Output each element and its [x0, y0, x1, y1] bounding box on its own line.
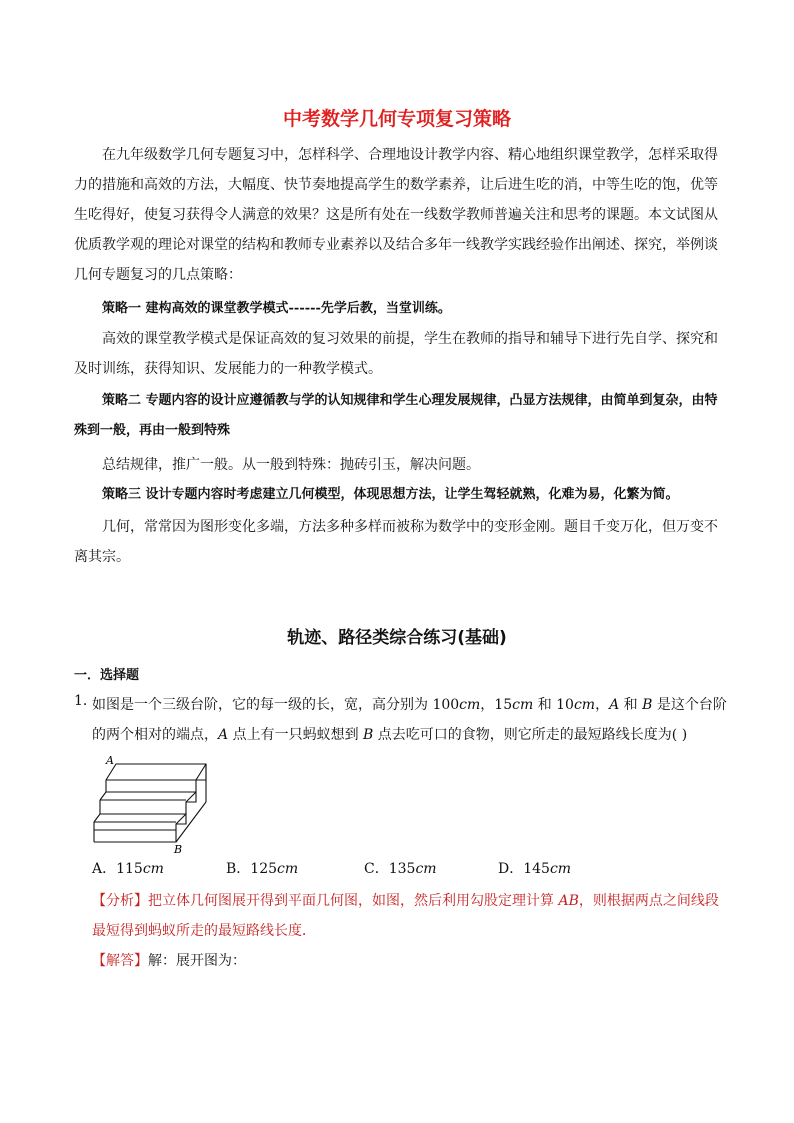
- strategy-1-title: 策略一 建构高效的课堂教学模式------先学后教，当堂训练。: [102, 301, 451, 316]
- strategy-1-body: 高效的课堂教学模式是保证高效的复习效果的前提，学生在教师的指导和辅导下进行先自学、探究和及时训练，获得知识、发展能力的一种教学模式。: [74, 331, 718, 377]
- strategy-3-body: 几何，常常因为图形变化多端，方法多种多样而被称为数学中的变形金刚。题目千变万化，但万变不离其宗。: [74, 519, 718, 565]
- figure-label-a: A: [106, 754, 114, 767]
- section-title: 轨迹、路径类综合练习(基础): [287, 628, 507, 648]
- section-label: 一．选择题: [74, 668, 140, 683]
- option-a: A．115cm: [92, 861, 164, 877]
- option-c: C．135cm: [364, 861, 437, 877]
- document-title: 中考数学几何专项复习策略: [282, 108, 511, 130]
- figure-label-b: B: [174, 843, 183, 854]
- answer-line: 【解答】解：展开图为：: [92, 953, 246, 969]
- question-text: 如图是一个三级台阶，它的每一级的长，宽，高分别为 100cm，15cm 和 10cm，A 和 B 是这个台阶的两个相对的端点，A 点上有一只蚂蚁想到 B 点去吃可口的食物，则它所走的最短路线长度为( ): [92, 697, 727, 743]
- strategy-2-body: 总结规律，推广一般。从一般到特殊：抛砖引玉，解决问题。: [102, 457, 480, 473]
- intro-paragraph: 在九年级数学几何专题复习中，怎样科学、合理地设计教学内容、精心地组织课堂教学，怎样采取得力的措施和高效的方法，大幅度、快节奏地提高学生的数学素养，让后进生吃的消，中等生吃的饱，优等生吃得好，使复习获得令人满意的效果？这是所有处在一线数学教师普遍关注和思考的课题。本文试图从优质教学观的理论对课堂的结构和教师专业素养以及结合多年一线教学实践经验作出阐述、探究，举例谈几何专题复习的几点策略：: [74, 147, 718, 283]
- staircase-figure: [86, 754, 216, 854]
- strategy-3-title: 策略三 设计专题内容时考虑建立几何模型，体现思想方法，让学生驾轻就熟，化难为易，化繁为简。: [102, 487, 679, 502]
- strategy-2-title: 策略二 专题内容的设计应遵循教与学的认知规律和学生心理发展规律，凸显方法规律，由简单到复杂，由特殊到一般，再由一般到特殊: [74, 393, 718, 438]
- option-b: B．125cm: [226, 861, 299, 877]
- question-number: 1．: [74, 693, 97, 709]
- option-d: D．145cm: [498, 861, 572, 877]
- analysis-paragraph: 【分析】把立体几何图展开得到平面几何图，如图，然后利用勾股定理计算 AB，则根据两点之间线段最短得到蚂蚁所走的最短路线长度．: [92, 893, 719, 939]
